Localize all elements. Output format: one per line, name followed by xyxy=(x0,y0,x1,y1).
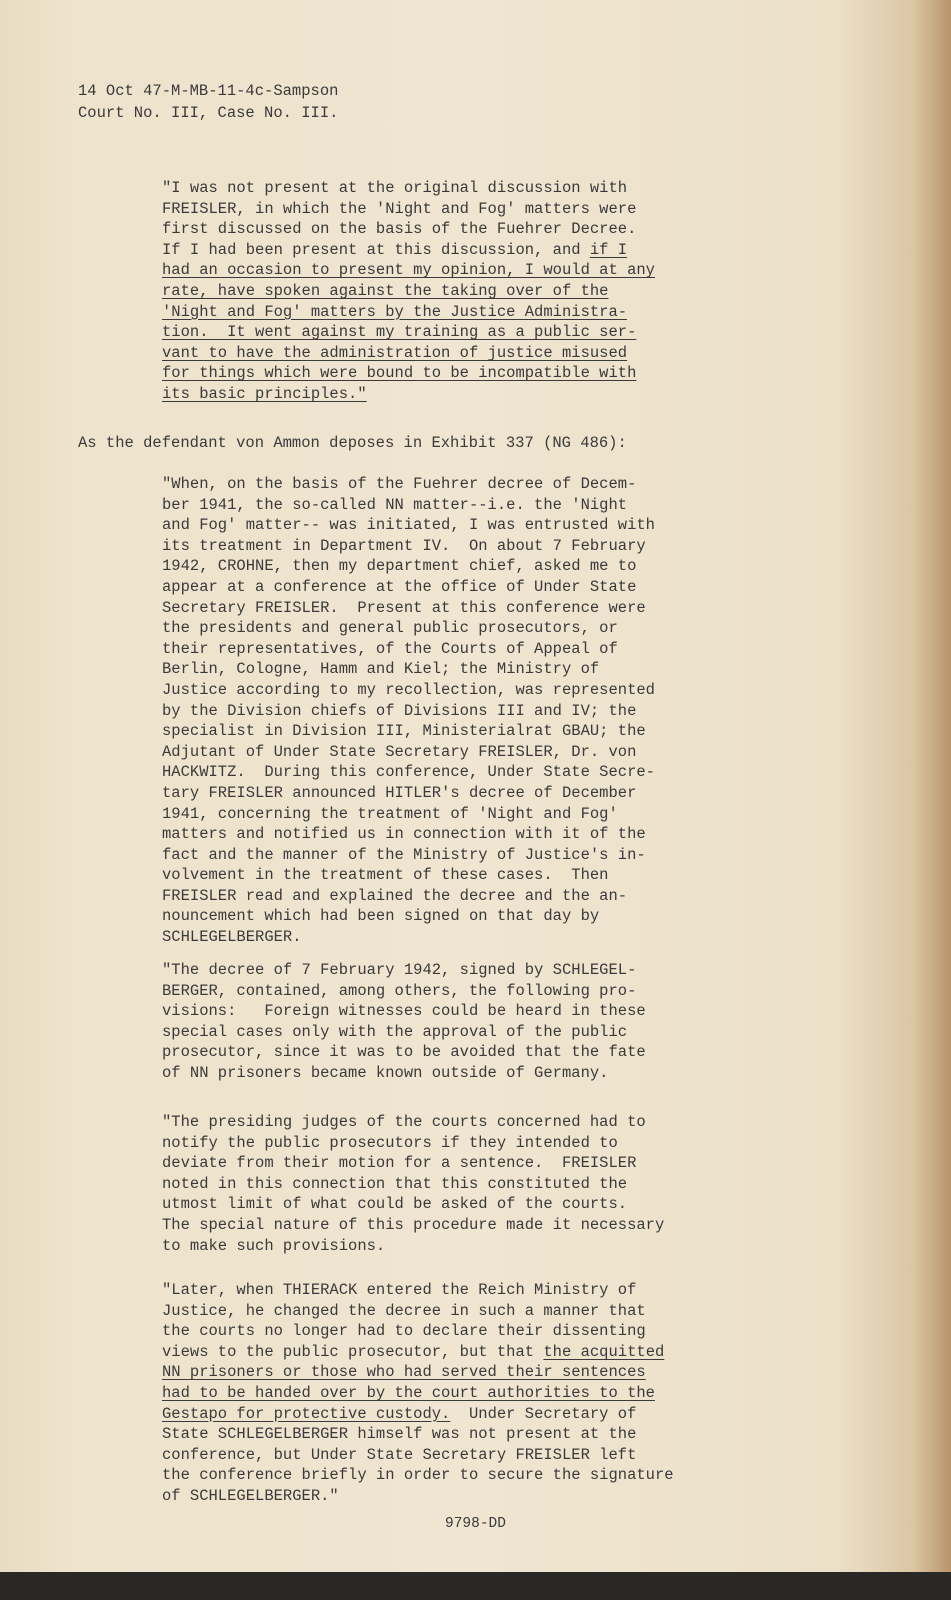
para-line: "The presiding judges of the courts concerned had to xyxy=(162,1113,646,1131)
quote-line-underlined: had an occasion to present my opinion, I would at any xyxy=(162,261,655,280)
para-line: specialist in Division III, Ministerialrat GBAU; the xyxy=(162,722,646,741)
para-line: 1942, CROHNE, then my department chief, asked me to xyxy=(162,557,637,576)
para-line: volvement in the treatment of these cases. Then xyxy=(162,866,609,885)
para-line: BERGER, contained, among others, the following pro- xyxy=(162,981,637,1000)
para-line: views to the public prosecutor, but that the acquitted xyxy=(162,1342,665,1361)
para-line: the courts no longer had to declare their dissenting xyxy=(162,1322,646,1341)
para-line: noted in this connection that this constituted the xyxy=(162,1174,628,1193)
para-line: FREISLER read and explained the decree and the an- xyxy=(162,886,628,905)
para-line: notify the public prosecutors if they intended to xyxy=(162,1133,618,1152)
para-line: "The decree of 7 February 1942, signed by SCHLEGEL- xyxy=(162,961,637,979)
para-line: their representatives, of the Courts of Appeal of xyxy=(162,639,618,658)
para-line: to make such provisions. xyxy=(162,1236,386,1255)
para-line: matters and notified us in connection with it of the xyxy=(162,825,646,844)
para-line: HACKWITZ. During this conference, Under State Secre- xyxy=(162,763,655,782)
para-line: 1941, concerning the treatment of 'Night and Fog' xyxy=(162,804,618,823)
quote-line: If I had been present at this discussion, and if I xyxy=(162,240,628,259)
quote-line-underlined: its basic principles." xyxy=(162,384,367,403)
quote-line-underlined: tion. It went against my training as a public ser- xyxy=(162,323,637,342)
para-line: its treatment in Department IV. On about 7 February xyxy=(162,536,646,555)
para-line: visions: Foreign witnesses could be heard in these xyxy=(162,1002,646,1021)
underlined-text: if I xyxy=(589,240,628,259)
para-line: "When, on the basis of the Fuehrer decree of Decem- xyxy=(162,475,637,493)
header-court: Court No. III, Case No. III. xyxy=(78,104,339,122)
para-line: appear at a conference at the office of Under State xyxy=(162,577,637,596)
paragraph-von-ammon-4 xyxy=(162,1280,722,1507)
para-line-underlined: NN prisoners or those who had served their sentences xyxy=(162,1363,646,1382)
para-line: "Later, when THIERACK entered the Reich Ministry of xyxy=(162,1281,637,1299)
quote-line-underlined: for things which were bound to be incompatible with xyxy=(162,364,637,383)
para-line: tary FREISLER announced HITLER's decree of December xyxy=(162,783,637,802)
para-line: Justice, he changed the decree in such a manner that xyxy=(162,1301,646,1320)
para-line: the presidents and general public prosecutors, or xyxy=(162,619,618,638)
underlined-text: Gestapo for protective custody. xyxy=(162,1404,451,1423)
para-line: Berlin, Cologne, Hamm and Kiel; the Ministry of xyxy=(162,660,600,679)
para-line: and Fog' matter-- was initiated, I was entrusted with xyxy=(162,516,655,535)
para-line: utmost limit of what could be asked of the courts. xyxy=(162,1195,628,1214)
para-line: Justice according to my recollection, was represented xyxy=(162,680,655,699)
page-number: 9798-DD xyxy=(445,1516,506,1532)
para-line: of NN prisoners became known outside of Germany. xyxy=(162,1063,609,1082)
para-line: of SCHLEGELBERGER." xyxy=(162,1486,339,1505)
para-line: conference, but Under State Secretary FREISLER left xyxy=(162,1445,637,1464)
document-header xyxy=(78,80,338,124)
para-line: Secretary FREISLER. Present at this conference were xyxy=(162,598,646,617)
quote-line-underlined: 'Night and Fog' matters by the Justice Administra- xyxy=(162,302,628,321)
quote-line-underlined: rate, have spoken against the taking over of the xyxy=(162,281,609,300)
para-line: fact and the manner of the Ministry of Justice's in- xyxy=(162,845,646,864)
para-line: SCHLEGELBERGER. xyxy=(162,928,302,947)
quote-freisler xyxy=(162,178,722,405)
para-line: The special nature of this procedure made it necessary xyxy=(162,1215,665,1234)
underlined-text: the acquitted xyxy=(543,1342,665,1361)
para-line: the conference briefly in order to secure the signature xyxy=(162,1466,674,1485)
quote-line: first discussed on the basis of the Fuehrer Decree. xyxy=(162,220,637,239)
para-line: prosecutor, since it was to be avoided that the fate xyxy=(162,1043,646,1062)
header-reference: 14 Oct 47-M-MB-11-4c-Sampson xyxy=(78,82,339,100)
scan-edge xyxy=(0,1572,951,1600)
para-line: special cases only with the approval of the public xyxy=(162,1022,628,1041)
quote-line: "I was not present at the original discussion with xyxy=(162,179,628,197)
quote-line-underlined: vant to have the administration of justice misused xyxy=(162,343,628,362)
para-line: Adjutant of Under State Secretary FREISLER, Dr. von xyxy=(162,742,637,761)
para-line-underlined: had to be handed over by the court authorities to the xyxy=(162,1383,655,1402)
para-line: State SCHLEGELBERGER himself was not present at the xyxy=(162,1425,637,1444)
paragraph-von-ammon-2 xyxy=(162,960,722,1084)
para-line: ber 1941, the so-called NN matter--i.e. the 'Night xyxy=(162,495,628,514)
para-line: by the Division chiefs of Divisions III and IV; the xyxy=(162,701,637,720)
paragraph-von-ammon-3 xyxy=(162,1112,722,1256)
lead-sentence: As the defendant von Ammon deposes in Exhibit 337 (NG 486): xyxy=(78,434,627,452)
paragraph-von-ammon-1 xyxy=(162,474,722,948)
para-line: deviate from their motion for a sentence. FREISLER xyxy=(162,1154,637,1173)
quote-line: FREISLER, in which the 'Night and Fog' matters were xyxy=(162,199,637,218)
para-line: Gestapo for protective custody. Under Secretary of xyxy=(162,1404,637,1423)
para-line: nouncement which had been signed on that day by xyxy=(162,907,600,926)
